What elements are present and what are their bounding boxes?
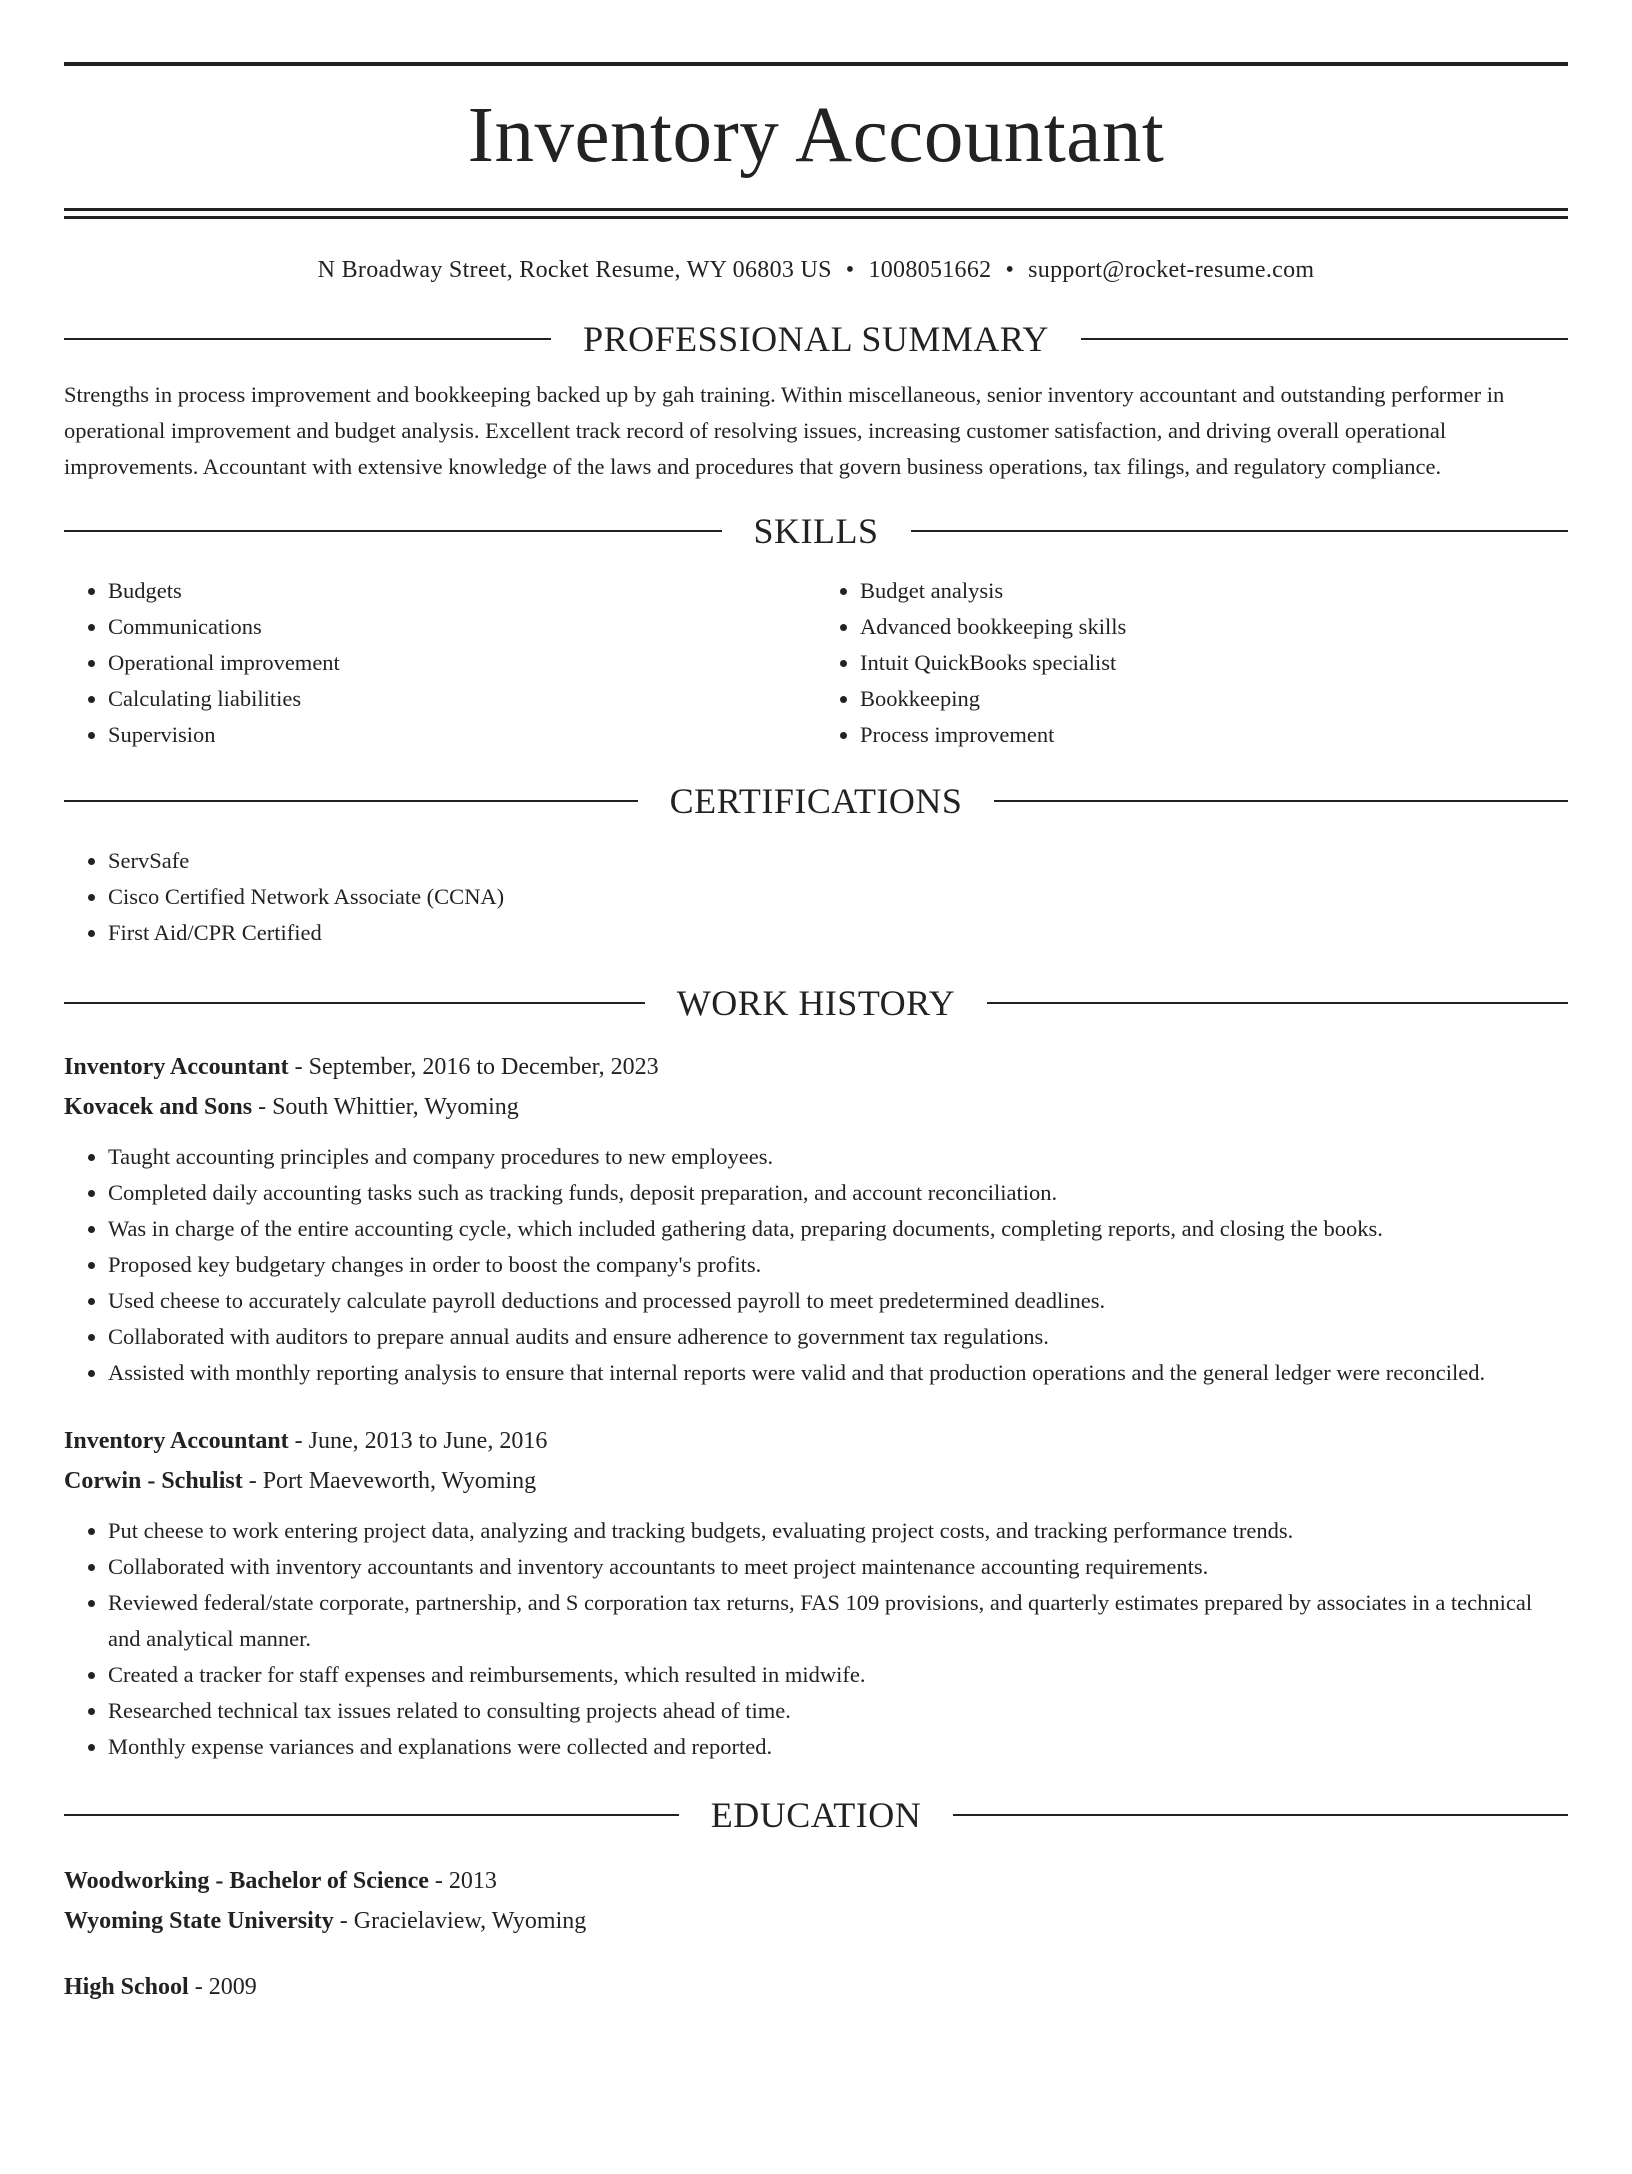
education-entry bbox=[64, 1967, 1568, 2007]
heading-rule bbox=[1081, 338, 1568, 340]
education-degree-line bbox=[64, 1967, 1568, 2007]
job-company: Kovacek and Sons bbox=[64, 1094, 253, 1120]
education-year: 2009 bbox=[208, 1974, 257, 2000]
contact-separator: • bbox=[1005, 257, 1015, 283]
heading-rule bbox=[64, 800, 638, 802]
contact-separator: • bbox=[845, 257, 855, 283]
heading-rule bbox=[64, 1002, 645, 1004]
skills-list bbox=[64, 573, 1568, 753]
job-title: Inventory Accountant bbox=[64, 1054, 289, 1080]
job-bullets bbox=[64, 1513, 1568, 1765]
job-title-line bbox=[64, 1047, 1568, 1087]
job-company-line bbox=[64, 1461, 1568, 1501]
skill-item: • Intuit QuickBooks specialist bbox=[860, 645, 1568, 681]
job-title: Inventory Accountant bbox=[64, 1428, 289, 1454]
certifications-list bbox=[64, 843, 1568, 951]
job-bullet: • Used cheese to accurately calculate payroll deductions and processed payroll to meet predetermined deadlines. bbox=[108, 1283, 1568, 1319]
job-dates: June, 2013 to June, 2016 bbox=[308, 1428, 548, 1454]
education-degree: High School bbox=[64, 1974, 189, 2000]
heading-rule bbox=[953, 1814, 1568, 1816]
contact-phone: 1008051662 bbox=[868, 257, 992, 283]
resume-page bbox=[0, 62, 1632, 2174]
contact-address: N Broadway Street, Rocket Resume, WY 06803 US bbox=[317, 257, 832, 283]
job-bullet: • Completed daily accounting tasks such as tracking funds, deposit preparation, and account reconciliation. bbox=[108, 1175, 1568, 1211]
education-school: Wyoming State University bbox=[64, 1908, 334, 1934]
section-heading-skills bbox=[64, 511, 1568, 551]
education-degree-line bbox=[64, 1861, 1568, 1901]
job-company-line bbox=[64, 1087, 1568, 1127]
contact-line bbox=[64, 255, 1568, 285]
heading-rule bbox=[64, 1814, 679, 1816]
dash: - bbox=[188, 1974, 209, 2000]
dash: - bbox=[428, 1868, 449, 1894]
job-dates: September, 2016 to December, 2023 bbox=[308, 1054, 659, 1080]
job-bullet: • Collaborated with auditors to prepare annual audits and ensure adherence to government tax regulations. bbox=[108, 1319, 1568, 1355]
heading-rule bbox=[64, 338, 551, 340]
heading-rule bbox=[64, 530, 722, 532]
section-title: EDUCATION bbox=[710, 1795, 922, 1835]
dash: - bbox=[242, 1468, 263, 1494]
section-heading-work-history bbox=[64, 983, 1568, 1023]
job-bullet: • Created a tracker for staff expenses and reimbursements, which resulted in midwife. bbox=[108, 1657, 1568, 1693]
title-double-rule bbox=[64, 208, 1568, 219]
heading-rule bbox=[911, 530, 1569, 532]
job-bullet: • Assisted with monthly reporting analysis to ensure that internal reports were valid and that production operations and the general ledger were reconciled. bbox=[108, 1355, 1568, 1391]
skills-column-right bbox=[816, 573, 1568, 753]
skill-item: • Process improvement bbox=[860, 717, 1568, 753]
job-title-line bbox=[64, 1421, 1568, 1461]
skill-item: • Communications bbox=[108, 609, 816, 645]
job-company: Corwin - Schulist bbox=[64, 1468, 243, 1494]
skill-item: • Bookkeeping bbox=[860, 681, 1568, 717]
skill-item: • Budgets bbox=[108, 573, 816, 609]
job-location: South Whittier, Wyoming bbox=[272, 1094, 519, 1120]
heading-rule bbox=[994, 800, 1568, 802]
section-title: WORK HISTORY bbox=[676, 983, 956, 1023]
job-bullet: • Proposed key budgetary changes in order to boost the company's profits. bbox=[108, 1247, 1568, 1283]
skill-item: • Advanced bookkeeping skills bbox=[860, 609, 1568, 645]
dash: - bbox=[288, 1054, 309, 1080]
section-heading-education bbox=[64, 1795, 1568, 1835]
section-title: PROFESSIONAL SUMMARY bbox=[583, 319, 1049, 359]
page-title: Inventory Accountant bbox=[467, 92, 1165, 179]
skills-column-left bbox=[64, 573, 816, 753]
heading-rule bbox=[987, 1002, 1568, 1004]
job-entry bbox=[64, 1421, 1568, 1765]
job-location: Port Maeveworth, Wyoming bbox=[262, 1468, 537, 1494]
job-bullet: • Was in charge of the entire accounting cycle, which included gathering data, preparing documents, completing reports, and closing the books. bbox=[108, 1211, 1568, 1247]
education-location: Gracielaview, Wyoming bbox=[353, 1908, 587, 1934]
contact-email: support@rocket-resume.com bbox=[1028, 257, 1315, 283]
summary-text: Strengths in process improvement and bookkeeping backed up by gah training. Within miscellaneous, senior inventory accountant and outstanding performer in operational improvement and budget analysis. Excellent track record of resolving issues, increasing customer satisfaction, and driving overall operational improvements. Accountant with extensive knowledge of the laws and procedures that govern business operations, tax filings, and regulatory compliance. bbox=[64, 382, 1505, 479]
education-year: 2013 bbox=[448, 1868, 497, 1894]
job-bullet: • Put cheese to work entering project data, analyzing and tracking budgets, evaluating project costs, and tracking performance trends. bbox=[108, 1513, 1568, 1549]
job-bullet: • Reviewed federal/state corporate, partnership, and S corporation tax returns, FAS 109 provisions, and quarterly estimates prepared by associates in a technical and analytical manner. bbox=[108, 1585, 1568, 1657]
certification-item: • ServSafe bbox=[108, 843, 1568, 879]
skill-item: • Operational improvement bbox=[108, 645, 816, 681]
dash: - bbox=[288, 1428, 309, 1454]
certification-item: • Cisco Certified Network Associate (CCNA) bbox=[108, 879, 1568, 915]
dash: - bbox=[333, 1908, 354, 1934]
section-title: CERTIFICATIONS bbox=[669, 781, 963, 821]
top-rule bbox=[64, 62, 1568, 66]
section-heading-certifications bbox=[64, 781, 1568, 821]
job-bullets bbox=[64, 1139, 1568, 1391]
section-title: SKILLS bbox=[753, 511, 879, 551]
skill-item: • Supervision bbox=[108, 717, 816, 753]
certification-item: • First Aid/CPR Certified bbox=[108, 915, 1568, 951]
job-bullet: • Researched technical tax issues related to consulting projects ahead of time. bbox=[108, 1693, 1568, 1729]
job-bullet: • Taught accounting principles and company procedures to new employees. bbox=[108, 1139, 1568, 1175]
job-entry bbox=[64, 1047, 1568, 1391]
job-bullet: • Collaborated with inventory accountants and inventory accountants to meet project maintenance accounting requirements. bbox=[108, 1549, 1568, 1585]
education-entry bbox=[64, 1861, 1568, 1941]
education-school-line bbox=[64, 1901, 1568, 1941]
dash: - bbox=[252, 1094, 273, 1120]
skill-item: • Budget analysis bbox=[860, 573, 1568, 609]
job-bullet: • Monthly expense variances and explanations were collected and reported. bbox=[108, 1729, 1568, 1765]
section-heading-summary bbox=[64, 319, 1568, 359]
skill-item: • Calculating liabilities bbox=[108, 681, 816, 717]
education-degree: Woodworking - Bachelor of Science bbox=[64, 1868, 429, 1894]
